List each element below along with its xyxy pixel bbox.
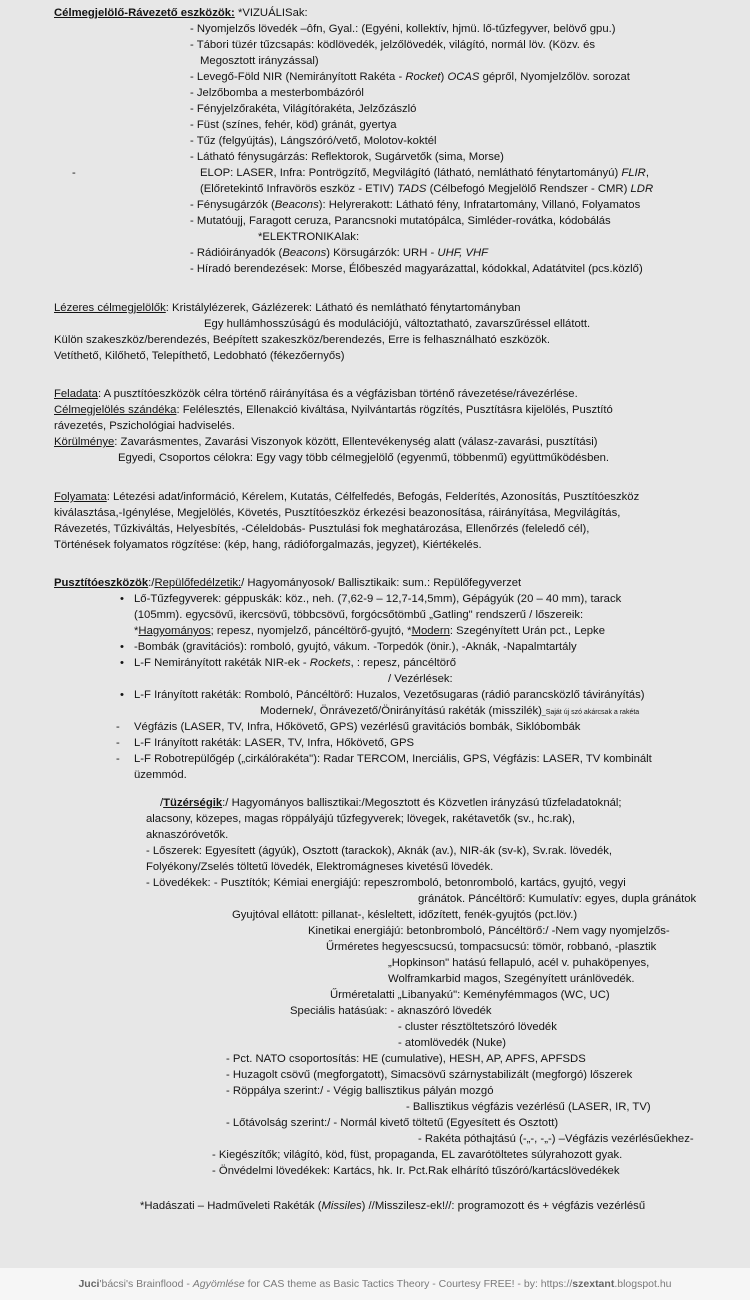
section-artillery: /Tüzérségik:/ Hagyományos ballisztikai:/Megosztott és Közvetlen irányzású tűzfeladatoknál; (160, 797, 622, 809)
intent-label: Célmegjelölés szándéka (54, 404, 177, 416)
text-line: Folyékony/Zselés töltetű lövedék, Elektromágneses kivetésű lövedék. (146, 861, 494, 873)
section-weapons: Pusztítóeszközök:/Repülőfedélzetik:/ Hagyományosok/ Ballisztikaik: sum.: Repülőfegyverzet (54, 577, 522, 589)
text-line: Űrméretes hegyescsucsú, tompacsucsú: tömör, robbanó, -plasztik (326, 941, 657, 953)
bullet-icon: • (120, 593, 124, 605)
text-line: L-F Irányított rakéták: LASER, TV, Infra, Hőkövető, GPS (134, 737, 415, 749)
text-line: Lő-Tűzfegyverek: géppuskák: köz., neh. (7,62-9 – 12,7-14,5mm), Gépágyúk (20 – 40 mm), tarack (134, 593, 622, 605)
text-line: - Kiegészítők; világító, köd, füst, propaganda, EL zavarótöltetes súlyrahozott gyak. (212, 1149, 623, 1161)
closing-line: *Hadászati – Hadműveleti Rakéták (Missiles) //Misszilesz-ek!//: programozott és + végfázis vezérlésű (140, 1200, 646, 1212)
text-line: / Vezérlések: (388, 673, 453, 685)
text-line: - Füst (színes, fehér, köd) gránát, gyertya (190, 119, 397, 131)
text-line: alacsony, közepes, magas röppályájú tűzfegyverek; lövegek, rakétavetők (sv., hc.rak), (146, 813, 576, 825)
text-line: - Rakéta póthajtású (-„-, -„-) –Végfázis vezérlésűekhez- (418, 1133, 694, 1145)
footer-credit: Juci'bácsi's Brainflood - Agyömlése for CAS theme as Basic Tactics Theory - Courtesy FREE! - by: https://szextant.blogspot.hu (0, 1268, 750, 1300)
text-line: Kinetikai energiájú: betonbromboló, Páncéltörő:/ -Nem vagy nyomjelzős- (308, 925, 670, 937)
text-line: L-F Nemirányított rakéták NIR-ek - Rockets, : repesz, páncéltörő (134, 657, 457, 669)
circumstances-label: Körülménye (54, 436, 115, 448)
text-line: - Önvédelmi lövedékek: Kartács, hk. Ir. Pct.Rak elhárító tűszóró/kartácslövedékek (212, 1165, 620, 1177)
text-line: L-F Robotrepülőgép („cirkálórakéta"): Radar TERCOM, Inerciális, GPS, Végfázis: LASER, TV kombinált (134, 753, 652, 765)
section-circumstances: Körülménye: Zavarásmentes, Zavarási Viszonyok között, Ellentevékenység alatt (válasz-zavarási, pusztítási) (54, 436, 598, 448)
text-line: Gyujtóval ellátott: pillanat-, késleltett, időzített, fenék-gyujtós (pct.löv.) (232, 909, 578, 921)
section-laser: Lézeres célmegjelölők: Kristálylézerek, Gázlézerek: Látható és nemlátható fénytartományban (54, 302, 521, 314)
subheading-electronic: *ELEKTRONIKAlak: (258, 231, 360, 243)
text-line: - Látható fénysugárzás: Reflektorok, Sugárvetők (sima, Morse) (190, 151, 504, 163)
text-line: (Előretekintő Infravörös eszköz - ETIV) TADS (Célbefogó Megjelölő Rendszer - CMR) LDR (200, 183, 654, 195)
text-line: rávezetés, Pszichológiai hadviselés. (54, 420, 235, 432)
text-line: Modernek/, Önrávezető/Önirányítású rakéták (misszilék)_Saját új szó akárcsak a rakéta (260, 705, 640, 717)
bullet-icon: • (120, 689, 124, 701)
text-line: - Lőszerek: Egyesített (ágyúk), Osztott (tarackok), Aknák (av.), NIR-ák (sv-k), Sv.rak. lövedék, (146, 845, 613, 857)
text-line: Egyedi, Csoportos célokra: Egy vagy több célmegjelölő (egyenmű, többenmű) együttműködésben. (118, 452, 610, 464)
text-line: - Híradó berendezések: Morse, Élőbeszéd magyarázattal, kódokkal, Adatátvitel (pcs.közlő) (190, 263, 643, 275)
text-line: (105mm). egycsövű, ikercsövű, többcsövű, forgócsőtömbű „Gatling" rendszerű / lőszereik: (134, 609, 584, 621)
section-intent: Célmegjelölés szándéka: Felélesztés, Ellenakció kiváltása, Nyilvántartás rögzítés, Pusztításra kijelölés, Pusztító (54, 404, 613, 416)
text-line: - atomlövedék (Nuke) (398, 1037, 506, 1049)
text-line: - Rádióirányadók (Beacons) Körsugárzók: URH - UHF, VHF (190, 247, 489, 259)
bullet-icon: • (120, 641, 124, 653)
text-line: - Jelzőbomba a mesterbombázóról (190, 87, 364, 99)
dash-marker: - (116, 753, 120, 765)
dash-marker: - (116, 737, 120, 749)
text-line: *Hagyományos; repesz, nyomjelző, páncéltörő-gyujtó, *Modern: Szegényített Urán pct., Lepke (134, 625, 605, 637)
airborne-label: Repülőfedélzetik: (154, 577, 242, 589)
weapons-label: Pusztítóeszközök (54, 577, 149, 589)
text-line: „Hopkinson" hatású fellapuló, acél v. puhaköpenyes, (388, 957, 650, 969)
text-line: - Fényjelzőrakéta, Világítórakéta, Jelzőzászló (190, 103, 417, 115)
text-line: - Huzagolt csövű (megforgatott), Simacsövű szárnystabilizált (megforgó) lőszerek (226, 1069, 633, 1081)
text-line: Vetíthető, Kilőhető, Telepíthető, Ledobható (fékezőernyős) (54, 350, 345, 362)
small-note: _Saját új szó akárcsak a rakéta (541, 709, 640, 716)
text-line: Külön szakeszköz/berendezés, Beépített szakeszköz/berendezés, Erre is felhasználható eszközök. (54, 334, 551, 346)
text-line: - Lövedékek: - Pusztítók; Kémiai energiájú: repeszromboló, betonromboló, kartács, gyujtó, vegyi (146, 877, 626, 889)
bullet-icon: • (120, 657, 124, 669)
text-line: Megosztott irányzással) (200, 55, 319, 67)
text-line: - Tábori tüzér tűzcsapás: ködlövedék, jelzőlövedék, világító, normál löv. (Közv. és (190, 39, 595, 51)
dash-marker: - (72, 167, 76, 179)
text-line: Rávezetés, Tűzkiváltás, Helyesbítés, -Céleldobás- Pusztulási fok meghatározása, Ellenőrzés (feleledő cél), (54, 523, 590, 535)
text-line: Történések folyamatos rögzítése: (kép, hang, rádióforgalmazás, jegyzet), Kiértékelés. (54, 539, 482, 551)
text-line: gránátok. Páncéltörő: Kumulatív: egyes, dupla gránátok (418, 893, 697, 905)
text-line: - Pct. NATO csoportosítás: HE (cumulative), HESH, AP, APFS, APFSDS (226, 1053, 586, 1065)
text-line: -Bombák (gravitációs): romboló, gyujtó, vákum. -Torpedók (önir.), -Aknák, -Napalmtartály (134, 641, 577, 653)
section-task: Feladata: A pusztítóeszközök célra történő ráirányítása és a végfázisban történő rávezetése/rávezérlése. (54, 388, 578, 400)
text-line: üzemmód. (134, 769, 187, 781)
artillery-label: Tüzérségik (163, 797, 223, 809)
dash-marker: - (116, 721, 120, 733)
section-visual-heading (54, 6, 308, 22)
text-line: aknaszóróvetők. (146, 829, 229, 841)
heading-tail: *VIZUÁLISak: (234, 7, 308, 19)
text-line: Végfázis (LASER, TV, Infra, Hőkövető, GPS) vezérlésű gravitációs bombák, Siklóbombák (134, 721, 581, 733)
text-line: - Levegő-Föld NIR (Nemirányított Rakéta - Rocket) OCAS gépről, Nyomjelzőlöv. sorozat (190, 71, 630, 83)
text-line: kiválasztása,-Igénylése, Megjelölés, Követés, Pusztítóeszköz érkezési beazonosítása, ráirányítása, Megvilágítás, (54, 507, 621, 519)
section-process: Folyamata: Létezési adat/információ, Kérelem, Kutatás, Célfelfedés, Befogás, Felderítés, Azonosítás, Pusztítóeszköz (54, 491, 640, 503)
text-line: Űrméretalatti „Libanyakú": Keményfémmagos (WC, UC) (330, 989, 610, 1001)
text-line: Wolframkarbid magos, Szegényített uránlövedék. (388, 973, 635, 985)
process-label: Folyamata (54, 491, 107, 503)
text-line: - Fénysugárzók (Beacons): Helyrerakott: Látható fény, Infratartomány, Villanó, Folyamatos (190, 199, 641, 211)
text-line: L-F Irányított rakéták: Romboló, Páncéltörő: Huzalos, Vezetősugaras (rádió parancsközlő távirányítás) (134, 689, 645, 701)
heading-label: Célmegjelölő-Rávezető eszközök: (54, 7, 235, 19)
text-line: Egy hullámhosszúságú és modulációjú, változtatható, zavarszűréssel ellátott. (204, 318, 591, 330)
text-line: - Röppálya szerint:/ - Végig ballisztikus pályán mozgó (226, 1085, 494, 1097)
text-line: - Mutatóujj, Faragott ceruza, Parancsnoki mutatópálca, Simléder-rovátka, kódobálás (190, 215, 611, 227)
text-line: - Lőtávolság szerint:/ - Normál kivető töltetű (Egyesített és Osztott) (226, 1117, 559, 1129)
text-line: ELOP: LASER, Infra: Pontrögzítő, Megvilágító (látható, nemlátható fénytartományú) FLIR, (200, 167, 649, 179)
text-line: - Tűz (felgyújtás), Lángszóró/vető, Molotov-koktél (190, 135, 437, 147)
text-line: - Ballisztikus végfázis vezérlésű (LASER, IR, TV) (406, 1101, 651, 1113)
text-line: Speciális hatásúak: - aknaszóró lövedék (290, 1005, 492, 1017)
task-label: Feladata (54, 388, 98, 400)
text-line: - Nyomjelzős lövedék –ôfn, Gyal.: (Egyéni, kollektív, hjmü. lő-tűzfegyver, belövő gpu.) (190, 23, 616, 35)
text-line: - cluster résztöltetszóró lövedék (398, 1021, 557, 1033)
laser-label: Lézeres célmegjelölők (54, 302, 166, 314)
